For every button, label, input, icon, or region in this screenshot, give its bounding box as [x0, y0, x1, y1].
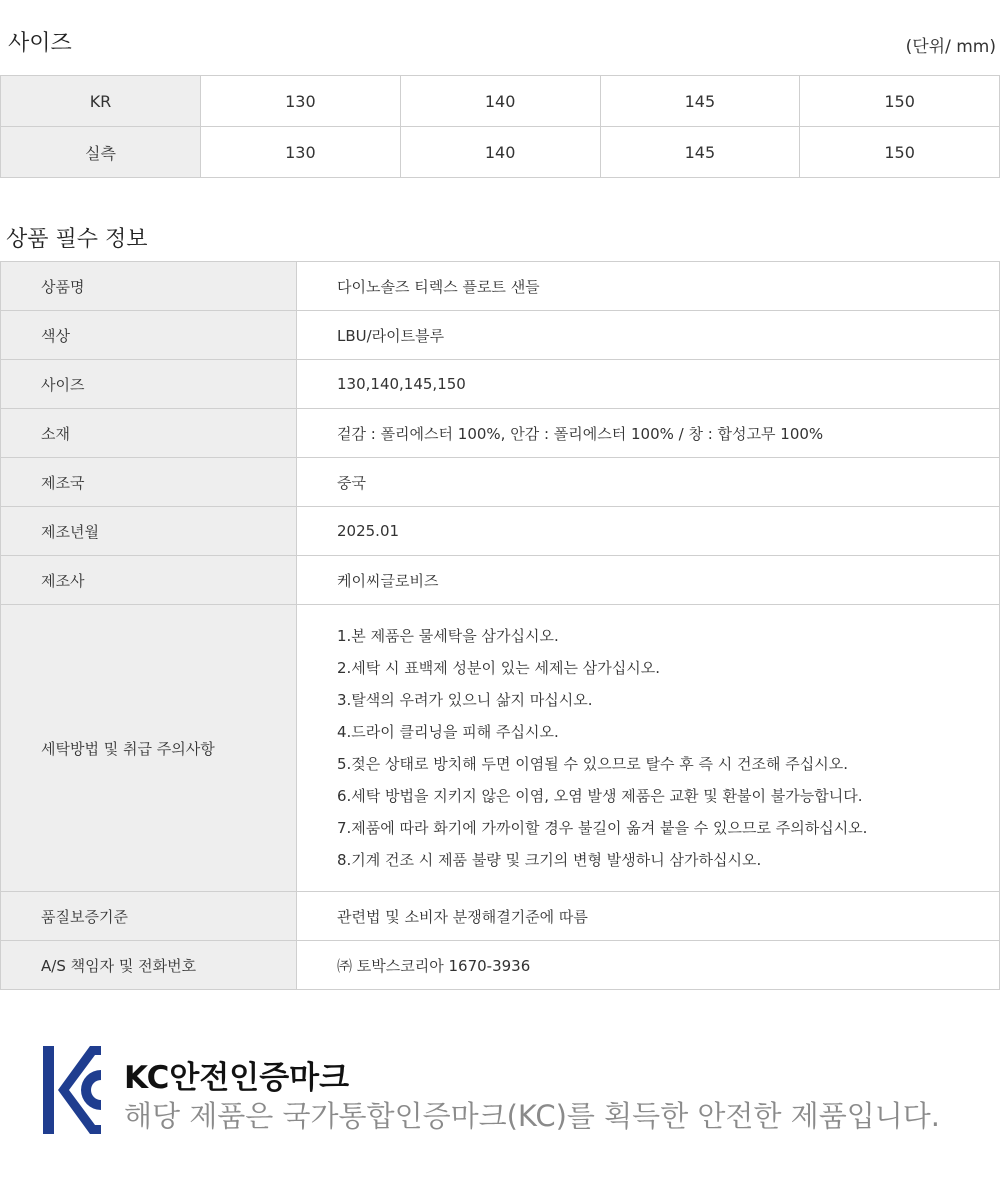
info-label: 상품명: [1, 262, 297, 311]
info-row-manufacture-date: [1, 507, 1000, 556]
size-cell: 130: [201, 76, 401, 127]
care-item: 6.세탁 방법을 지키지 않은 이염, 오염 발생 제품은 교환 및 환불이 불가능합니다.: [337, 787, 863, 805]
info-label: 세탁방법 및 취급 주의사항: [1, 605, 297, 892]
info-value: 중국: [297, 458, 1000, 507]
size-row-kr: [1, 76, 1000, 127]
care-item: 8.기계 건조 시 제품 불량 및 크기의 변형 발생하니 삼가하십시오.: [337, 851, 762, 869]
info-value: 관련법 및 소비자 분쟁해결기준에 따름: [297, 892, 1000, 941]
kc-title: KC안전인증마크: [124, 1060, 350, 1096]
info-value: ㈜ 토박스코리아 1670-3936: [297, 941, 1000, 990]
size-cell: 150: [800, 76, 1000, 127]
info-row-size: [1, 360, 1000, 409]
info-row-manufacturer: [1, 556, 1000, 605]
product-info-table: [0, 261, 1000, 990]
info-label: A/S 책임자 및 전화번호: [1, 941, 297, 990]
care-item: 7.제품에 따라 화기에 가까이할 경우 불길이 옮겨 붙을 수 있으므로 주의하십시오.: [337, 819, 868, 837]
info-value: 2025.01: [297, 507, 1000, 556]
info-row-quality-standard: [1, 892, 1000, 941]
info-label: 제조년월: [1, 507, 297, 556]
care-instructions: [297, 605, 1000, 892]
info-value: 케이씨글로비즈: [297, 556, 1000, 605]
info-label: 제조국: [1, 458, 297, 507]
info-label: 소재: [1, 409, 297, 458]
size-row-measured: [1, 127, 1000, 178]
size-row-label: KR: [1, 76, 201, 127]
info-row-color: [1, 311, 1000, 360]
care-item: 3.탈색의 우려가 있으니 삶지 마십시오.: [337, 691, 593, 709]
size-cell: 145: [600, 127, 800, 178]
info-value: 겉감 : 폴리에스터 100%, 안감 : 폴리에스터 100% / 창 : 합성고무 100%: [297, 409, 1000, 458]
size-table: [0, 75, 1000, 178]
size-cell: 140: [400, 76, 600, 127]
care-list: [337, 620, 999, 876]
info-value: 다이노솔즈 티렉스 플로트 샌들: [297, 262, 1000, 311]
size-section-header: [0, 26, 1000, 60]
info-value: 130,140,145,150: [297, 360, 1000, 409]
info-label: 제조사: [1, 556, 297, 605]
info-value: LBU/라이트블루: [297, 311, 1000, 360]
info-row-as-contact: [1, 941, 1000, 990]
kc-description: 해당 제품은 국가통합인증마크(KC)를 획득한 안전한 제품입니다.: [124, 1099, 940, 1133]
size-unit-label: (단위/ mm): [905, 37, 996, 57]
info-row-country: [1, 458, 1000, 507]
size-section-title: 사이즈: [8, 31, 72, 56]
size-row-label: 실측: [1, 127, 201, 178]
size-cell: 150: [800, 127, 1000, 178]
size-cell: 140: [400, 127, 600, 178]
size-cell: 130: [201, 127, 401, 178]
info-row-material: [1, 409, 1000, 458]
info-label: 사이즈: [1, 360, 297, 409]
care-item: 4.드라이 클리닝을 피해 주십시오.: [337, 723, 559, 741]
care-item: 1.본 제품은 물세탁을 삼가십시오.: [337, 627, 559, 645]
info-row-product-name: [1, 262, 1000, 311]
care-item: 2.세탁 시 표백제 성분이 있는 세제는 삼가십시오.: [337, 659, 660, 677]
care-item: 5.젖은 상태로 방치해 두면 이염될 수 있으므로 탈수 후 즉 시 건조해 주십시오.: [337, 755, 848, 773]
info-label: 품질보증기준: [1, 892, 297, 941]
info-section-title: 상품 필수 정보: [6, 227, 148, 252]
info-label: 색상: [1, 311, 297, 360]
info-row-care-instructions: [1, 605, 1000, 892]
kc-certification-icon: [43, 1046, 101, 1134]
size-cell: 145: [600, 76, 800, 127]
